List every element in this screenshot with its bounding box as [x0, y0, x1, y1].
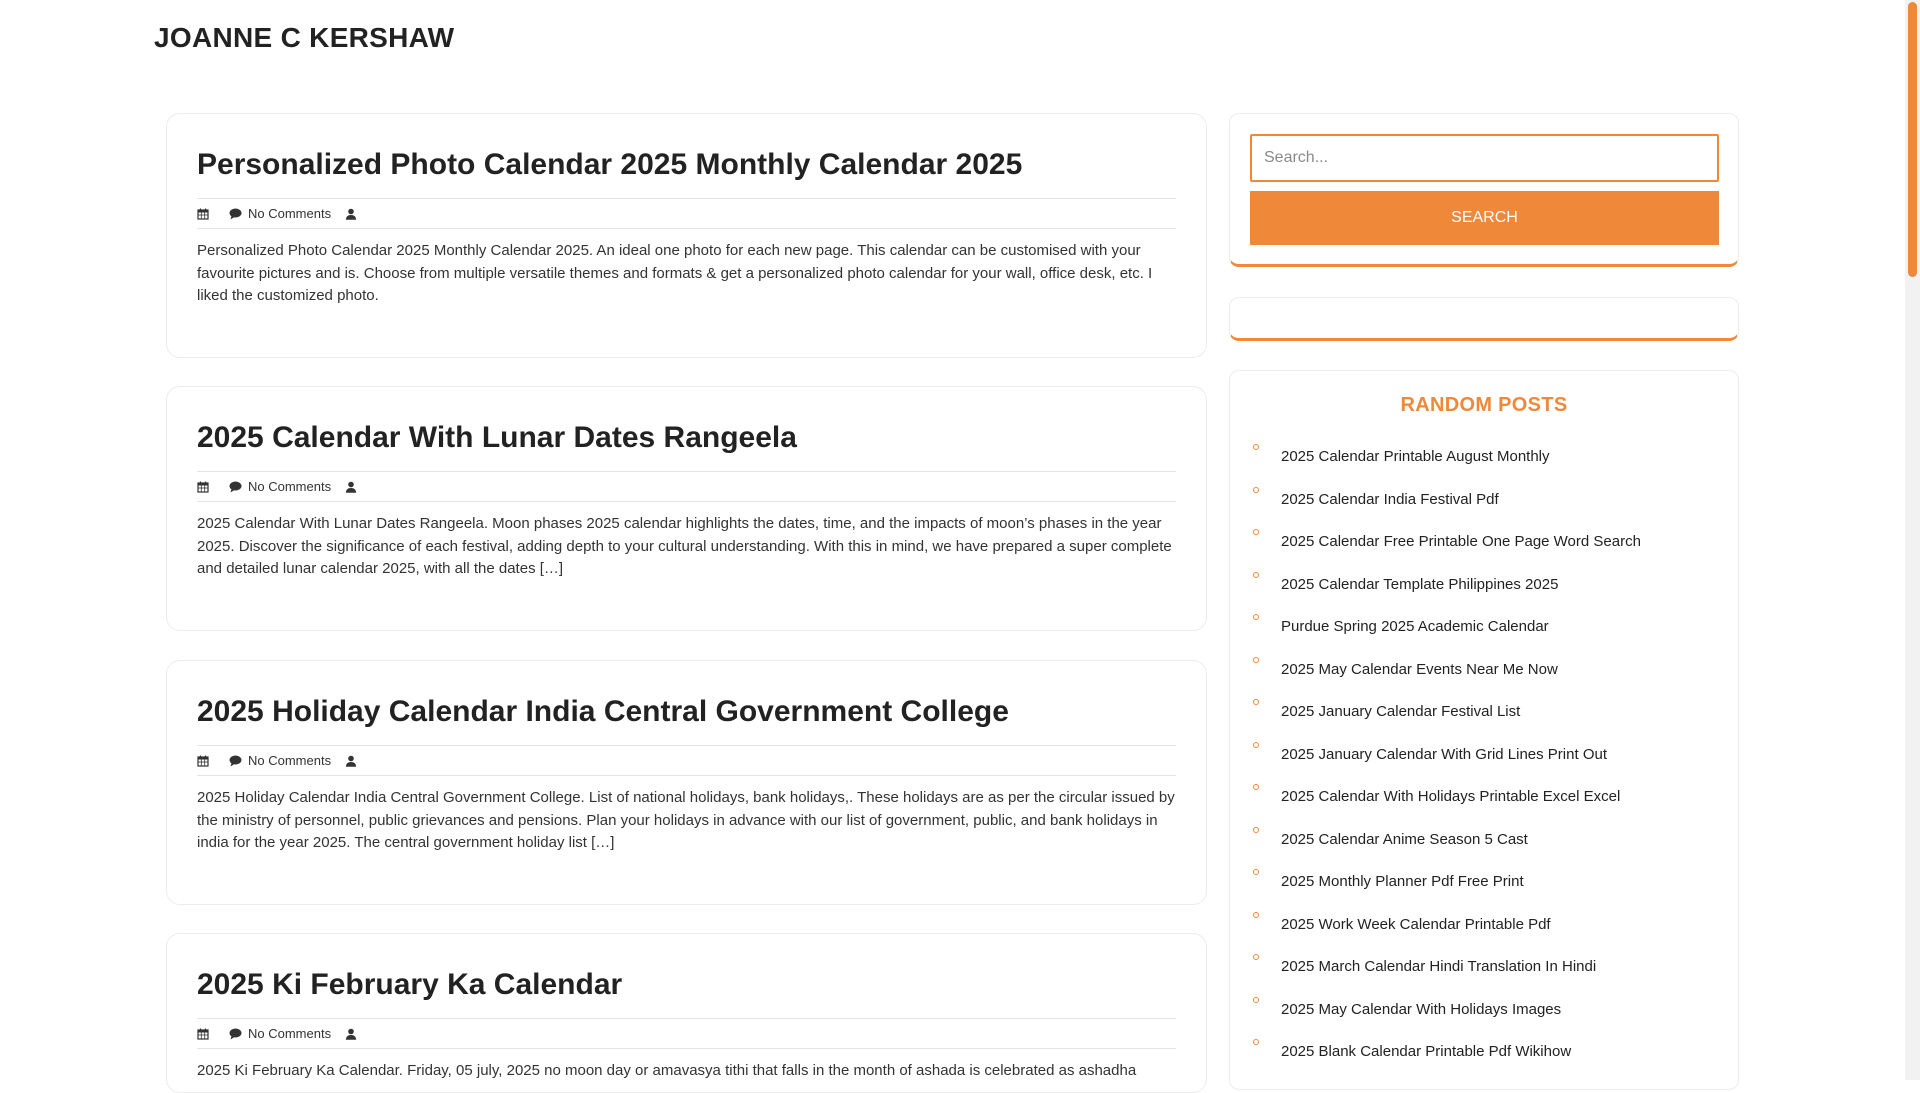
circle-bullet-icon — [1253, 784, 1259, 790]
comment-icon — [229, 1028, 242, 1040]
post-meta — [197, 471, 1176, 502]
list-item — [1230, 437, 1738, 480]
list-item — [1230, 692, 1738, 735]
site-title[interactable]: JOANNE C KERSHAW — [154, 22, 455, 53]
circle-bullet-icon — [1253, 742, 1259, 748]
random-post-link[interactable]: 2025 Calendar Printable August Monthly — [1281, 448, 1550, 465]
random-post-link[interactable]: 2025 March Calendar Hindi Translation In Hindi — [1281, 958, 1597, 975]
comments-link[interactable]: No Comments — [248, 1026, 332, 1041]
list-item — [1230, 862, 1738, 905]
comments-link[interactable]: No Comments — [248, 479, 332, 494]
calendar-icon — [197, 481, 209, 493]
comments-link[interactable]: No Comments — [248, 206, 332, 221]
user-icon — [345, 1028, 357, 1040]
post-card — [166, 386, 1207, 631]
user-icon — [345, 208, 357, 220]
scrollbar-thumb[interactable] — [1908, 2, 1917, 277]
random-post-link[interactable]: 2025 Blank Calendar Printable Pdf Wikihow — [1281, 1043, 1572, 1060]
random-post-link[interactable]: 2025 Calendar With Holidays Printable Excel Excel — [1281, 788, 1621, 805]
circle-bullet-icon — [1253, 529, 1259, 535]
page-scrollbar[interactable] — [1905, 0, 1920, 1080]
search-input[interactable] — [1250, 134, 1719, 182]
list-item — [1230, 522, 1738, 565]
list-item — [1230, 480, 1738, 523]
circle-bullet-icon — [1253, 997, 1259, 1003]
random-post-link[interactable]: 2025 Work Week Calendar Printable Pdf — [1281, 915, 1551, 933]
random-post-link[interactable]: 2025 Monthly Planner Pdf Free Print — [1281, 873, 1524, 890]
comment-icon — [229, 208, 242, 220]
post-excerpt: 2025 Holiday Calendar India Central Government College. List of national holidays, bank holidays,. These holidays are as per the circular issued by the ministry of personnel, public grievances and pensions. Plan your holidays in advance with our list of government, public, and bank holidays in india for the year 2025. The central government holiday list […] — [197, 789, 1175, 851]
post-excerpt: 2025 Calendar With Lunar Dates Rangeela. Moon phases 2025 calendar highlights the dates, time, and the impacts of moon’s phases in the year 2025. Discover the significance of each festival, adding depth to your cultural understanding. With this in mind, we have prepared a super complete and detailed lunar calendar 2025, with all the dates […] — [197, 515, 1172, 577]
list-item — [1230, 947, 1738, 990]
post-card — [166, 660, 1207, 905]
post-card — [166, 933, 1207, 1093]
post-meta — [197, 745, 1176, 776]
random-post-link[interactable]: 2025 Calendar Template Philippines 2025 — [1281, 575, 1559, 593]
circle-bullet-icon — [1253, 912, 1259, 918]
search-widget — [1229, 113, 1739, 267]
list-item — [1230, 565, 1738, 608]
comment-icon — [229, 755, 242, 767]
random-post-link[interactable]: 2025 January Calendar Festival List — [1281, 703, 1521, 720]
circle-bullet-icon — [1253, 1039, 1259, 1045]
user-icon — [345, 481, 357, 493]
comments-link[interactable]: No Comments — [248, 753, 332, 768]
list-item — [1230, 777, 1738, 820]
list-item — [1230, 735, 1738, 778]
random-posts-list — [1230, 437, 1738, 1075]
circle-bullet-icon — [1253, 614, 1259, 620]
post-title[interactable]: Personalized Photo Calendar 2025 Monthly Calendar 2025 — [197, 148, 1023, 181]
circle-bullet-icon — [1253, 954, 1259, 960]
random-posts-title: RANDOM POSTS — [1400, 394, 1568, 416]
circle-bullet-icon — [1253, 572, 1259, 578]
random-post-link[interactable]: 2025 Calendar Anime Season 5 Cast — [1281, 830, 1528, 848]
calendar-icon — [197, 755, 209, 767]
post-title[interactable]: 2025 Calendar With Lunar Dates Rangeela — [197, 421, 797, 454]
circle-bullet-icon — [1253, 657, 1259, 663]
user-icon — [345, 755, 357, 767]
list-item — [1230, 1032, 1738, 1075]
list-item — [1230, 990, 1738, 1033]
post-title[interactable]: 2025 Holiday Calendar India Central Government College — [197, 695, 1009, 728]
random-post-link[interactable]: Purdue Spring 2025 Academic Calendar — [1281, 618, 1549, 635]
post-meta — [197, 1018, 1176, 1049]
random-post-link[interactable]: 2025 Calendar India Festival Pdf — [1281, 490, 1499, 508]
list-item — [1230, 607, 1738, 650]
post-meta — [197, 198, 1176, 229]
post-title[interactable]: 2025 Ki February Ka Calendar — [197, 968, 623, 1001]
random-post-link[interactable]: 2025 May Calendar With Holidays Images — [1281, 1000, 1562, 1018]
calendar-icon — [197, 1028, 209, 1040]
calendar-icon — [197, 208, 209, 220]
circle-bullet-icon — [1253, 827, 1259, 833]
circle-bullet-icon — [1253, 869, 1259, 875]
circle-bullet-icon — [1253, 487, 1259, 493]
post-card — [166, 113, 1207, 358]
search-button[interactable]: SEARCH — [1250, 191, 1719, 245]
random-post-link[interactable]: 2025 January Calendar With Grid Lines Print Out — [1281, 745, 1607, 763]
post-excerpt: Personalized Photo Calendar 2025 Monthly Calendar 2025. An ideal one photo for each new page. This calendar can be customised with your favourite pictures and is. Choose from multiple versatile themes and formats & get a personalized photo calendar for your wall, office desk, etc. I liked the customized photo. — [197, 242, 1153, 304]
comment-icon — [229, 481, 242, 493]
post-excerpt: 2025 Ki February Ka Calendar. Friday, 05 july, 2025 no moon day or amavasya tithi that falls in the month of ashada is celebrated as ashadha — [197, 1062, 1137, 1079]
empty-widget — [1229, 297, 1739, 341]
list-item — [1230, 905, 1738, 948]
circle-bullet-icon — [1253, 699, 1259, 705]
random-post-link[interactable]: 2025 Calendar Free Printable One Page Word Search — [1281, 533, 1641, 550]
random-post-link[interactable]: 2025 May Calendar Events Near Me Now — [1281, 660, 1558, 678]
circle-bullet-icon — [1253, 444, 1259, 450]
list-item — [1230, 650, 1738, 693]
list-item — [1230, 820, 1738, 863]
random-posts-widget — [1229, 370, 1739, 1090]
